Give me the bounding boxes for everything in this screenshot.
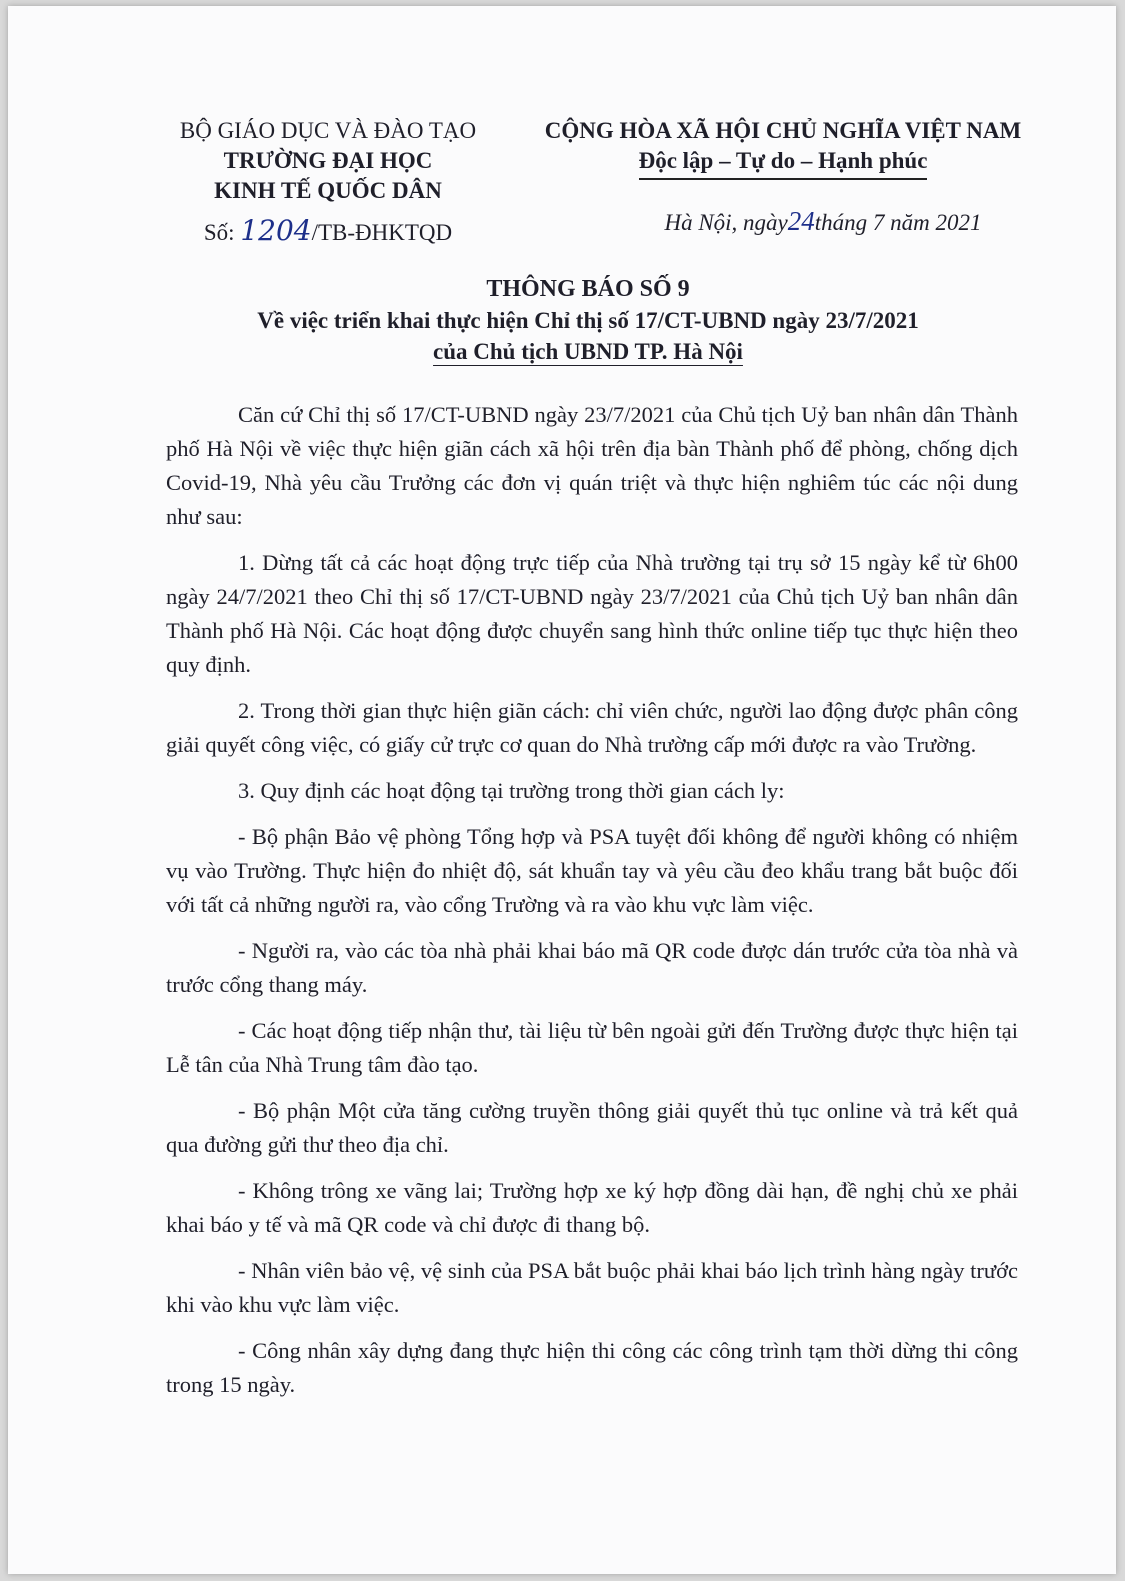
notice-title-line3: [158, 336, 1018, 367]
ref-suffix: /TB-ĐHKTQD: [311, 220, 453, 245]
paragraph-bullet-parking: - Không trông xe vãng lai; Trường hợp xe ký hợp đồng dài hạn, đề nghị chủ xe phải khai báo y tế và mã QR code và chỉ được đi thang bộ.: [166, 1178, 1018, 1237]
notice-title: [158, 274, 1018, 367]
school-name-line2: KINH TẾ QUỐC DÂN: [214, 178, 442, 203]
paragraph-bullet-security: - Bộ phận Bảo vệ phòng Tổng hợp và PSA tuyệt đối không để người không có nhiệm vụ vào Trường. Thực hiện đo nhiệt độ, sát khuẩn tay và yêu cầu đeo khẩu trang bắt buộc đối với tất cả những người ra, vào cổng Trường và ra vào khu vực làm việc.: [166, 824, 1018, 917]
ministry-name: BỘ GIÁO DỤC VÀ ĐÀO TẠO: [179, 118, 477, 143]
issue-date: [518, 206, 1048, 238]
paragraph-item-3: 3. Quy định các hoạt động tại trường trong thời gian cách ly:: [238, 778, 785, 803]
issuer-block: [158, 116, 498, 248]
national-header: [518, 116, 1048, 238]
paragraph-bullet-construction: - Công nhân xây dựng đang thực hiện thi công các công trình tạm thời dừng thi công trong 15 ngày.: [166, 1338, 1018, 1397]
paragraph-item-2: 2. Trong thời gian thực hiện giãn cách: chỉ viên chức, người lao động được phân công giải quyết công việc, có giấy cử trực cơ quan do Nhà trường cấp mới được ra vào Trường.: [166, 698, 1018, 757]
reference-number: [158, 216, 498, 248]
country-name: CỘNG HÒA XÃ HỘI CHỦ NGHĨA VIỆT NAM: [544, 118, 1022, 143]
notice-title-line3-text: của Chủ tịch UBND TP. Hà Nội: [433, 339, 743, 364]
paragraph-preamble: Căn cứ Chỉ thị số 17/CT-UBND ngày 23/7/2021 của Chủ tịch Uỷ ban nhân dân Thành phố Hà Nội về việc thực hiện giãn cách xã hội trên địa bàn Thành phố để phòng, chống dịch Covid-19, Nhà yêu cầu Trưởng các đơn vị quán triệt và thực hiện nghiêm túc các nội dung như sau:: [166, 402, 1018, 529]
date-suffix: tháng 7 năm 2021: [814, 210, 982, 235]
handwritten-day: 24: [787, 206, 815, 236]
notice-title-line1: THÔNG BÁO SỐ 9: [486, 276, 690, 302]
date-prefix: Hà Nội, ngày: [664, 210, 788, 235]
document-page: [8, 6, 1116, 1574]
notice-body: [166, 398, 1018, 1414]
paragraph-bullet-mail: - Các hoạt động tiếp nhận thư, tài liệu từ bên ngoài gửi đến Trường được thực hiện tại Lễ tân của Nhà Trung tâm đào tạo.: [166, 1018, 1018, 1077]
paragraph-bullet-one-stop: - Bộ phận Một cửa tăng cường truyền thông giải quyết thủ tục online và trả kết quả qua đường gửi thư theo địa chỉ.: [166, 1098, 1018, 1157]
paragraph-item-1: 1. Dừng tất cả các hoạt động trực tiếp của Nhà trường tại trụ sở 15 ngày kể từ 6h00 ngày 24/7/2021 theo Chỉ thị số 17/CT-UBND ngày 23/7/2021 của Chủ tịch Uỷ ban nhân dân Thành phố Hà Nội. Các hoạt động được chuyển sang hình thức online tiếp tục thực hiện theo quy định.: [166, 550, 1018, 677]
handwritten-ref-number: 1204: [240, 214, 312, 247]
paragraph-bullet-staff: - Nhân viên bảo vệ, vệ sinh của PSA bắt buộc phải khai báo lịch trình hàng ngày trước khi vào khu vực làm việc.: [166, 1258, 1018, 1317]
school-name-line1: TRƯỜNG ĐẠI HỌC: [223, 148, 433, 173]
ref-prefix: Số:: [203, 220, 241, 245]
national-motto: Độc lập – Tự do – Hạnh phúc: [639, 146, 928, 180]
notice-title-line2: Về việc triển khai thực hiện Chỉ thị số 17/CT-UBND ngày 23/7/2021: [257, 308, 919, 333]
paragraph-bullet-qr-code: - Người ra, vào các tòa nhà phải khai báo mã QR code được dán trước cửa tòa nhà và trước cổng thang máy.: [166, 938, 1018, 997]
